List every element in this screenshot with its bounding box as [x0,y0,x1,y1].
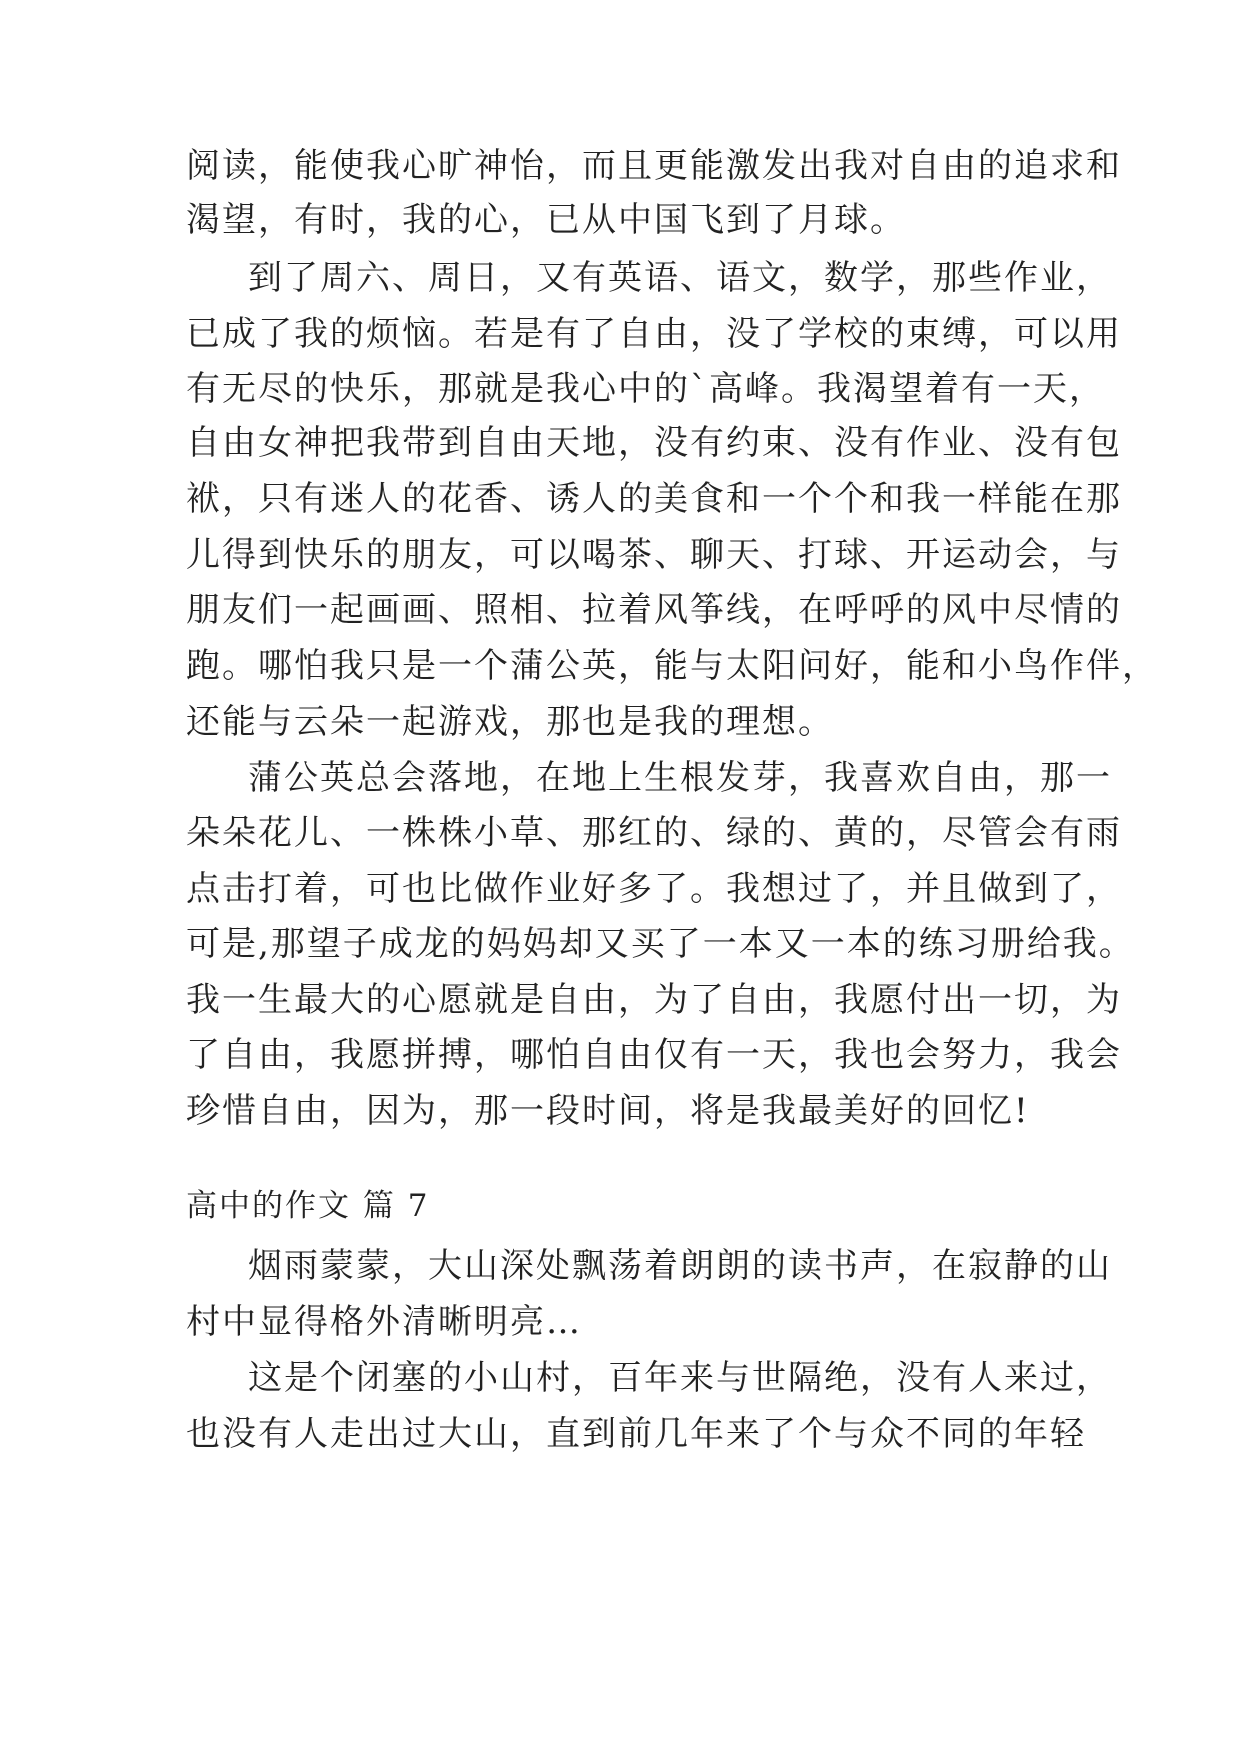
text-line: 跑。哪怕我只是一个蒲公英，能与太阳问好，能和小鸟作伴， [186,646,1158,686]
text-line: 儿得到快乐的朋友，可以喝茶、聊天、打球、开运动会，与 [186,535,1122,575]
text-line: 村中显得格外清晰明亮… [186,1302,582,1342]
text-line: 已成了我的烦恼。若是有了自由，没了学校的束缚，可以用 [186,314,1122,354]
text-line: 珍惜自由，因为，那一段时间，将是我最美好的回忆! [186,1091,1030,1131]
paragraph-start-line: 烟雨蒙蒙，大山深处飘荡着朗朗的读书声，在寂静的山 [248,1246,1112,1286]
text-line: 我一生最大的心愿就是自由，为了自由，我愿付出一切，为 [186,980,1122,1020]
paragraph-start-line: 蒲公英总会落地，在地上生根发芽，我喜欢自由，那一 [248,758,1112,798]
text-line: 还能与云朵一起游戏，那也是我的理想。 [186,702,834,742]
text-line: 了自由，我愿拼搏，哪怕自由仅有一天，我也会努力，我会 [186,1035,1122,1075]
section-heading: 高中的作文 篇 7 [186,1188,430,1224]
text-line: 朋友们一起画画、照相、拉着风筝线，在呼呼的风中尽情的 [186,590,1122,630]
text-line: 袱，只有迷人的花香、诱人的美食和一个个和我一样能在那 [186,479,1122,519]
text-line: 也没有人走出过大山，直到前几年来了个与众不同的年轻 [186,1414,1086,1454]
paragraph-start-line: 这是个闭塞的小山村，百年来与世隔绝，没有人来过， [248,1358,1112,1398]
text-line: 自由女神把我带到自由天地，没有约束、没有作业、没有包 [186,423,1122,463]
paragraph-start-line: 到了周六、周日，又有英语、语文，数学，那些作业， [248,258,1112,298]
text-line: 阅读，能使我心旷神怡，而且更能激发出我对自由的追求和 [186,146,1122,186]
text-line: 朵朵花儿、一株株小草、那红的、绿的、黄的，尽管会有雨 [186,813,1122,853]
text-line: 有无尽的快乐，那就是我心中的`高峰。我渴望着有一天， [186,369,1105,409]
text-line: 渴望，有时，我的心，已从中国飞到了月球。 [186,200,906,240]
text-line: 点击打着，可也比做作业好多了。我想过了，并且做到了， [186,869,1122,909]
text-line: 可是,那望子成龙的妈妈却又买了一本又一本的练习册给我。 [186,924,1135,964]
